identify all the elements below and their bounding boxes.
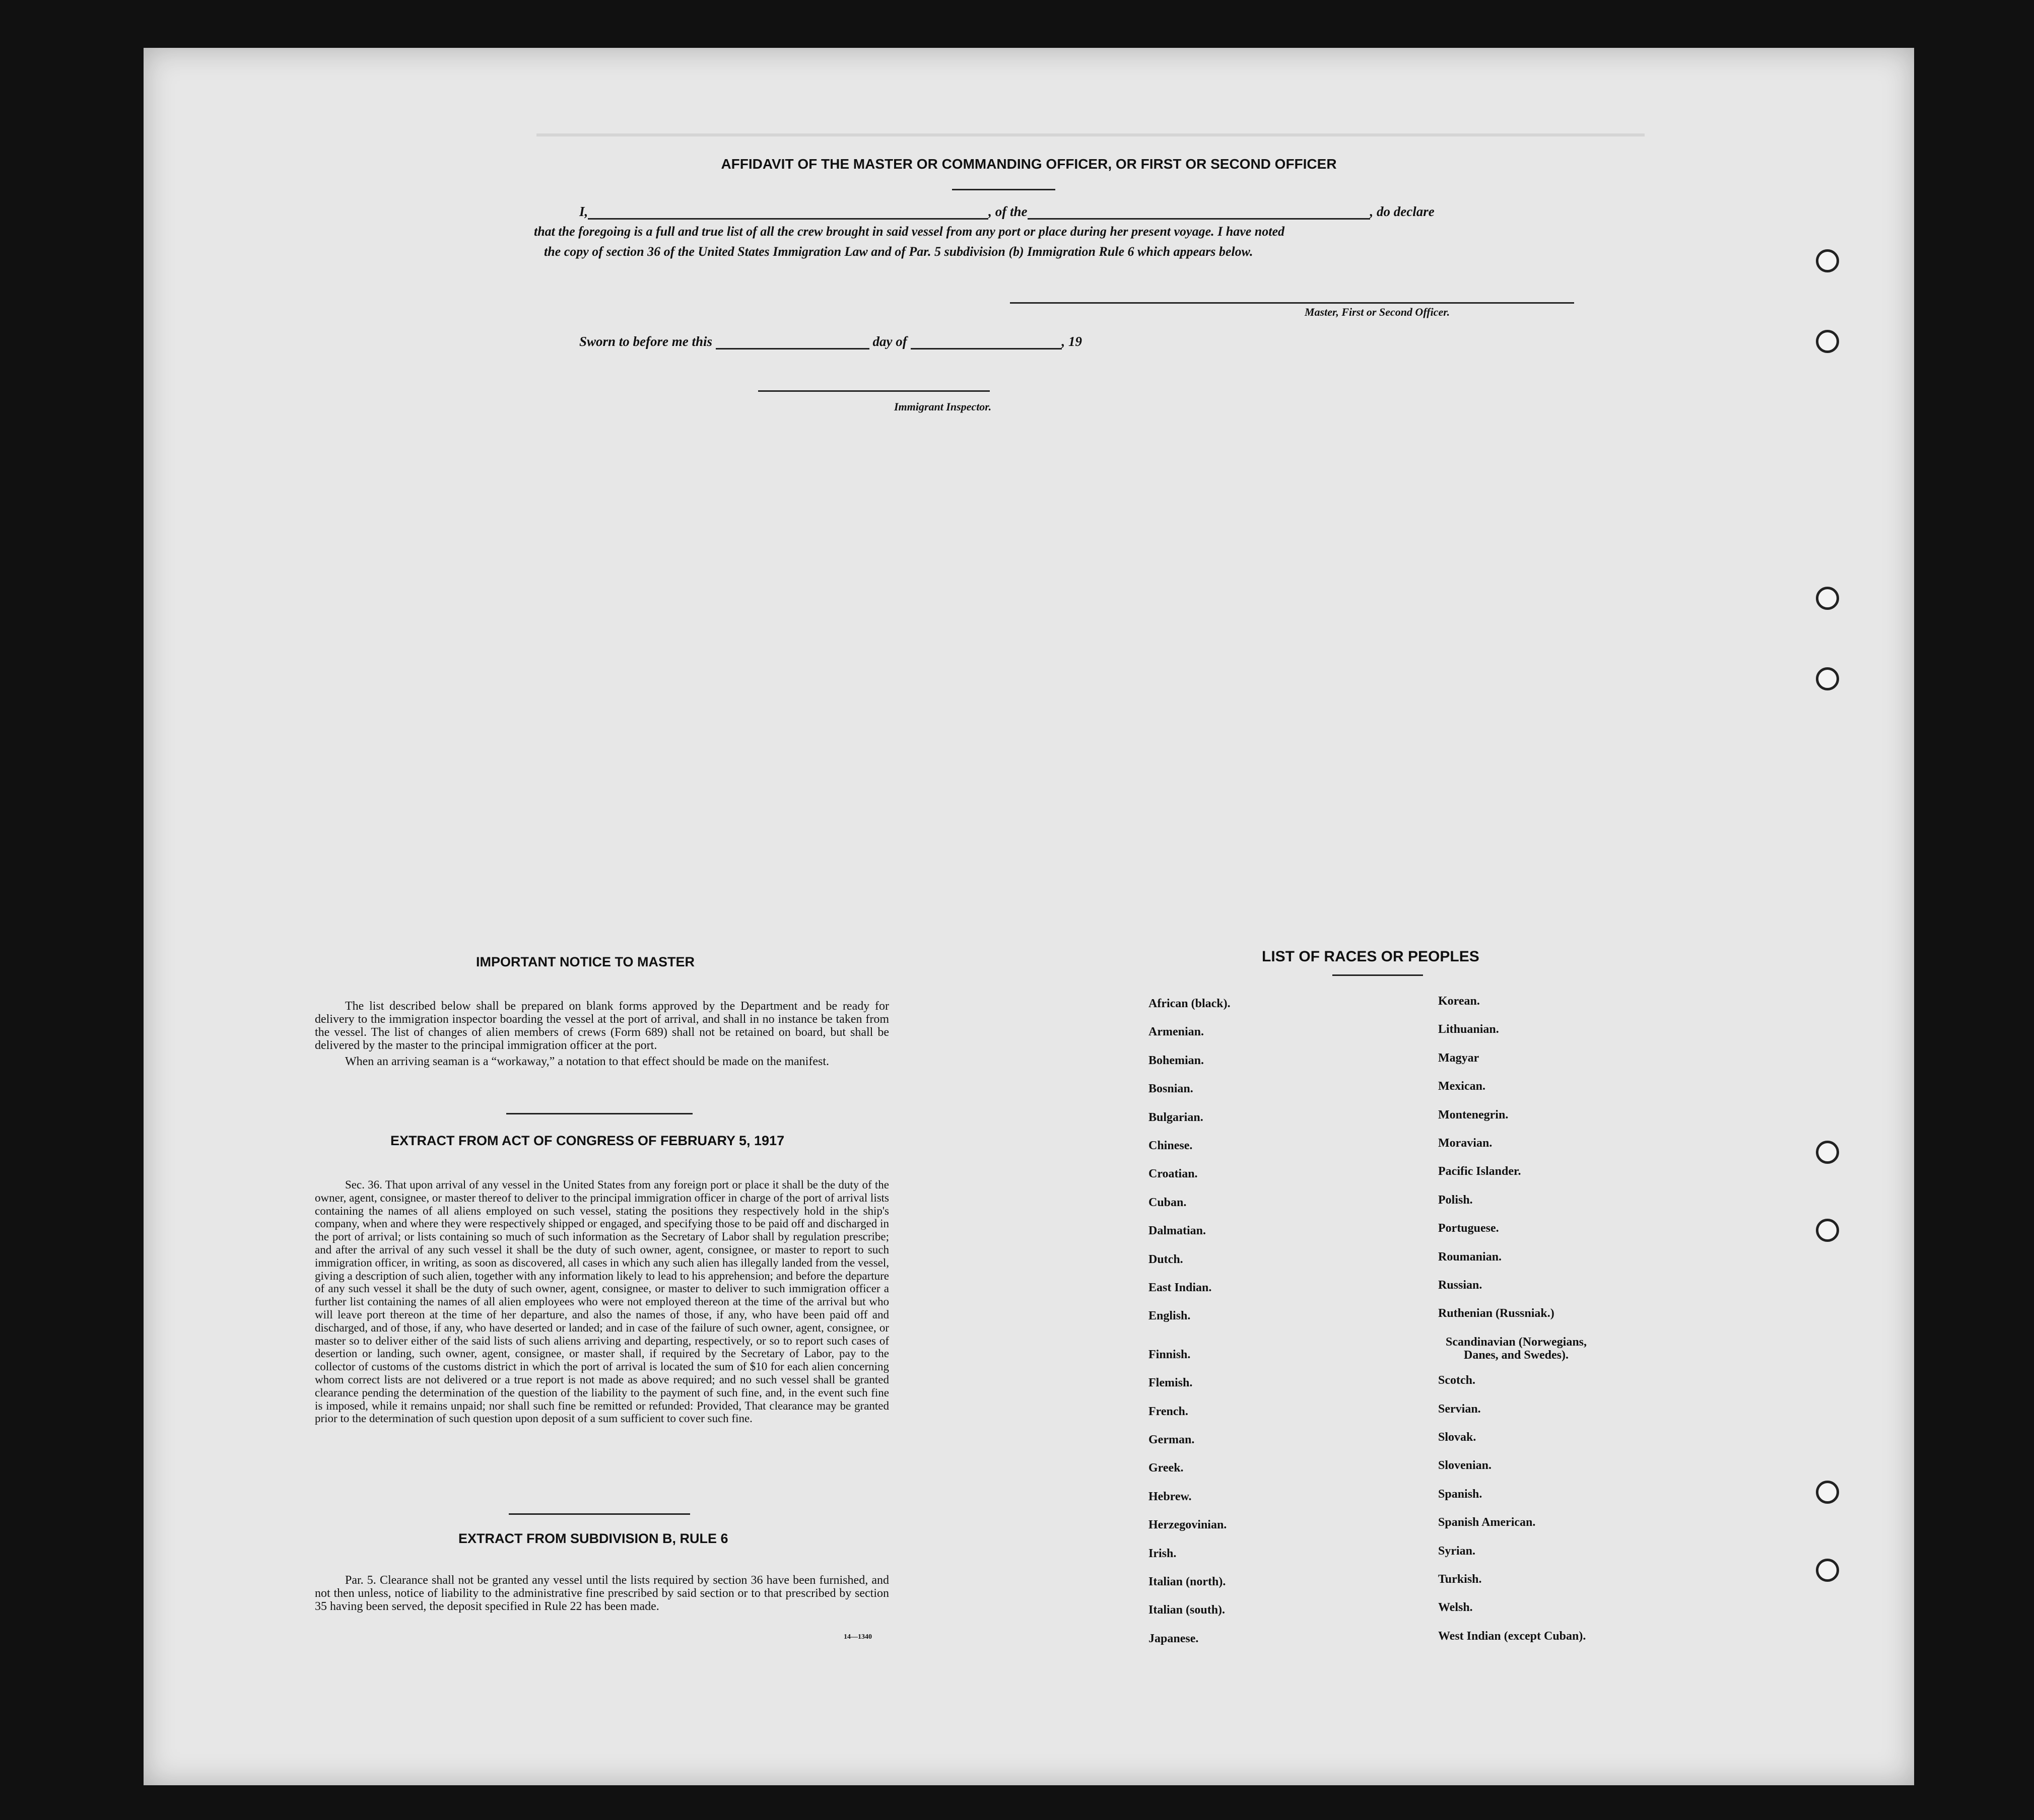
punch-hole-icon [1816,1141,1839,1164]
notice-divider [506,1113,693,1114]
bleed-through-title [536,103,1645,136]
declarant-name-field[interactable] [588,207,988,220]
race-item: Herzegovinian. [1148,1518,1227,1532]
inspector-signature-caption: Immigrant Inspector. [894,400,992,413]
races-heading: LIST OF RACES OR PEOPLES [1262,948,1479,965]
sworn-day-field[interactable] [716,337,869,349]
punch-hole-icon [1816,1559,1839,1582]
punch-hole-icon [1816,587,1839,610]
race-item: Roumanian. [1438,1250,1502,1264]
punch-hole-icon [1816,330,1839,353]
race-item: Ruthenian (Russniak.) [1438,1307,1554,1320]
race-item: Italian (south). [1148,1603,1226,1617]
sworn-month-field[interactable] [911,337,1062,349]
race-item: Korean. [1438,995,1480,1008]
race-item: Scandinavian (Norwegians, Danes, and Swedes). [1445,1335,1587,1362]
race-item: German. [1148,1433,1195,1446]
extract-act-text: Sec. 36. That upon arrival of any vessel in the United States from any foreign port or place it shall be the duty of the owner, agent, consignee, or master thereof to deliver to the principal immigration officer in charge of the port of arrival lists containing the names of all aliens employed on such vessel, stating the positions they respectively hold in the ship's company, when and where they were respectively shipped or engaged, and specifying those to be paid off and discharged in the port of arrival; or lists containing so much of such information as the Secretary of Labor shall by regulation prescribe; and after the arrival of any such vessel it shall be the duty of such owner, agent, consignee, or master to report to such immigration officer, in writing, as soon as discovered, all cases in which any such alien has illegally landed from the vessel, giving a description of such alien, together with any information likely to lead to his apprehension; and before the departure of any such vessel it shall be the duty of such owner, agent, consignee, or master to deliver to such immigration officer a further list containing the names of all alien employees who were not employed thereon at the time of the arrival but who will leave port thereon at the time of her departure, and also the names of those, if any, who have been paid off and discharged, and of those, if any, who have deserted or landed; and in case of the failure of such owner, agent, consignee, or master so to deliver either of the said lists of such aliens arriving and departing, respectively, or so to report such cases of desertion or landing, such owner, agent, consignee, or master shall, if required by the Secretary of Labor, pay to the collector of customs of the customs district in which the port of arrival is located the sum of $10 for each alien concerning whom correct lists are not delivered or a true report is not made as above required; and no such vessel shall be granted clearance pending the determination of the question of the liability to the payment of such fine, and, in the event such fine is imposed, while it remains unpaid; nor shall such fine be remitted or refunded: Provided, That clearance may be granted prior to the determination of such question upon deposit of a sum sufficient to cover such fine. [315,1178,889,1425]
extract-rule-heading: EXTRACT FROM SUBDIVISION B, RULE 6 [458,1531,728,1546]
declaration-text-line-2: that the foregoing is a full and true list of all the crew brought in said vessel from any port or place during her present voyage. I have noted [534,224,1285,239]
race-item: Chinese. [1148,1139,1193,1152]
race-item: Dutch. [1148,1252,1183,1266]
notice-paragraph-1: The list described below shall be prepared on blank forms approved by the Department and be ready for delivery to the immigration inspector boarding the vessel at the port of arrival, and shall in no instance be taken from the vessel. The list of changes of alien members of crews (Form 689) shall not be retained on board, but shall be delivered by the master to the principal immigration officer at the port. [315,1000,889,1052]
inspector-signature-line[interactable] [758,390,990,392]
declarant-prefix: I, [579,204,588,219]
race-item: Scotch. [1438,1374,1475,1387]
race-item: Cuban. [1148,1196,1187,1209]
race-item: Finnish. [1148,1348,1191,1361]
affidavit-title-underline [952,189,1055,190]
sworn-suffix: , 19 [1061,334,1082,349]
master-signature-line[interactable] [1010,302,1574,304]
race-item: Flemish. [1148,1376,1193,1390]
race-item: Slovak. [1438,1431,1476,1444]
race-item: English. [1148,1309,1191,1323]
extract-rule-body [315,1574,889,1616]
races-divider [1332,974,1423,976]
race-item: Irish. [1148,1547,1177,1560]
declarant-suffix: , do declare [1370,204,1435,219]
race-item: Mexican. [1438,1080,1485,1093]
race-item: Syrian. [1438,1544,1476,1558]
notice-body [315,1000,889,1071]
form-number: 14—1340 [844,1633,872,1641]
race-item: Spanish American. [1438,1516,1536,1529]
punch-hole-icon [1816,249,1839,272]
race-item: Spanish. [1438,1487,1482,1501]
race-item: Croatian. [1148,1167,1198,1181]
extract-act-heading: EXTRACT FROM ACT OF CONGRESS OF FEBRUARY 5, 1917 [390,1133,785,1148]
race-item: Pacific Islander. [1438,1165,1521,1178]
vessel-name-field[interactable] [1028,207,1370,220]
punch-hole-icon [1816,1219,1839,1242]
race-item: Turkish. [1438,1573,1482,1586]
sworn-line [579,334,1082,349]
declarant-line [579,204,1435,220]
race-item: Servian. [1438,1402,1481,1416]
extract-rule-text: Par. 5. Clearance shall not be granted any vessel until the lists required by section 36 have been furnished, and not then unless, notice of liability to the administrative fine prescribed by said section or to that prescribed by section 35 having been served, the deposit specified in Rule 22 has been made. [315,1574,889,1613]
race-item: Italian (north). [1148,1575,1226,1588]
race-item: Magyar [1438,1051,1479,1065]
race-item: West Indian (except Cuban). [1438,1629,1586,1643]
notice-paragraph-2: When an arriving seaman is a “workaway,” a notation to that effect should be made on the manifest. [345,1055,829,1068]
race-item: East Indian. [1148,1281,1212,1294]
declaration-text-line-3: the copy of section 36 of the United States Immigration Law and of Par. 5 subdivision (b) Immigration Rule 6 which appears below. [544,244,1253,259]
master-signature-caption: Master, First or Second Officer. [1305,306,1450,318]
extract-act-divider [509,1513,690,1515]
race-item: Polish. [1438,1193,1473,1207]
race-item: Greek. [1148,1461,1184,1475]
race-item: Welsh. [1438,1601,1473,1615]
race-item: Lithuanian. [1438,1023,1499,1036]
race-item: Dalmatian. [1148,1224,1206,1238]
race-item: Montenegrin. [1438,1108,1509,1122]
race-item: French. [1148,1405,1188,1418]
race-item: Hebrew. [1148,1490,1192,1503]
race-item: Bulgarian. [1148,1110,1203,1124]
affidavit-title: AFFIDAVIT OF THE MASTER OR COMMANDING OFFICER, OR FIRST OR SECOND OFFICER [721,156,1337,172]
race-item: Bosnian. [1148,1082,1193,1096]
race-item: Bohemian. [1148,1054,1204,1067]
extract-act-body [315,1178,889,1428]
race-item: Armenian. [1148,1025,1204,1039]
race-item: Japanese. [1148,1632,1199,1645]
race-item: Moravian. [1438,1137,1493,1150]
race-item: Portuguese. [1438,1222,1499,1235]
document-page [144,48,1914,1785]
punch-hole-icon [1816,1481,1839,1504]
race-item: Slovenian. [1438,1459,1492,1473]
punch-hole-icon [1816,667,1839,690]
race-item: African (black). [1148,997,1231,1010]
race-item: Russian. [1438,1279,1482,1292]
sworn-mid: day of [872,334,907,349]
sworn-prefix: Sworn to before me this [579,334,713,349]
notice-heading: IMPORTANT NOTICE TO MASTER [476,954,695,969]
declarant-mid: , of the [988,204,1028,219]
